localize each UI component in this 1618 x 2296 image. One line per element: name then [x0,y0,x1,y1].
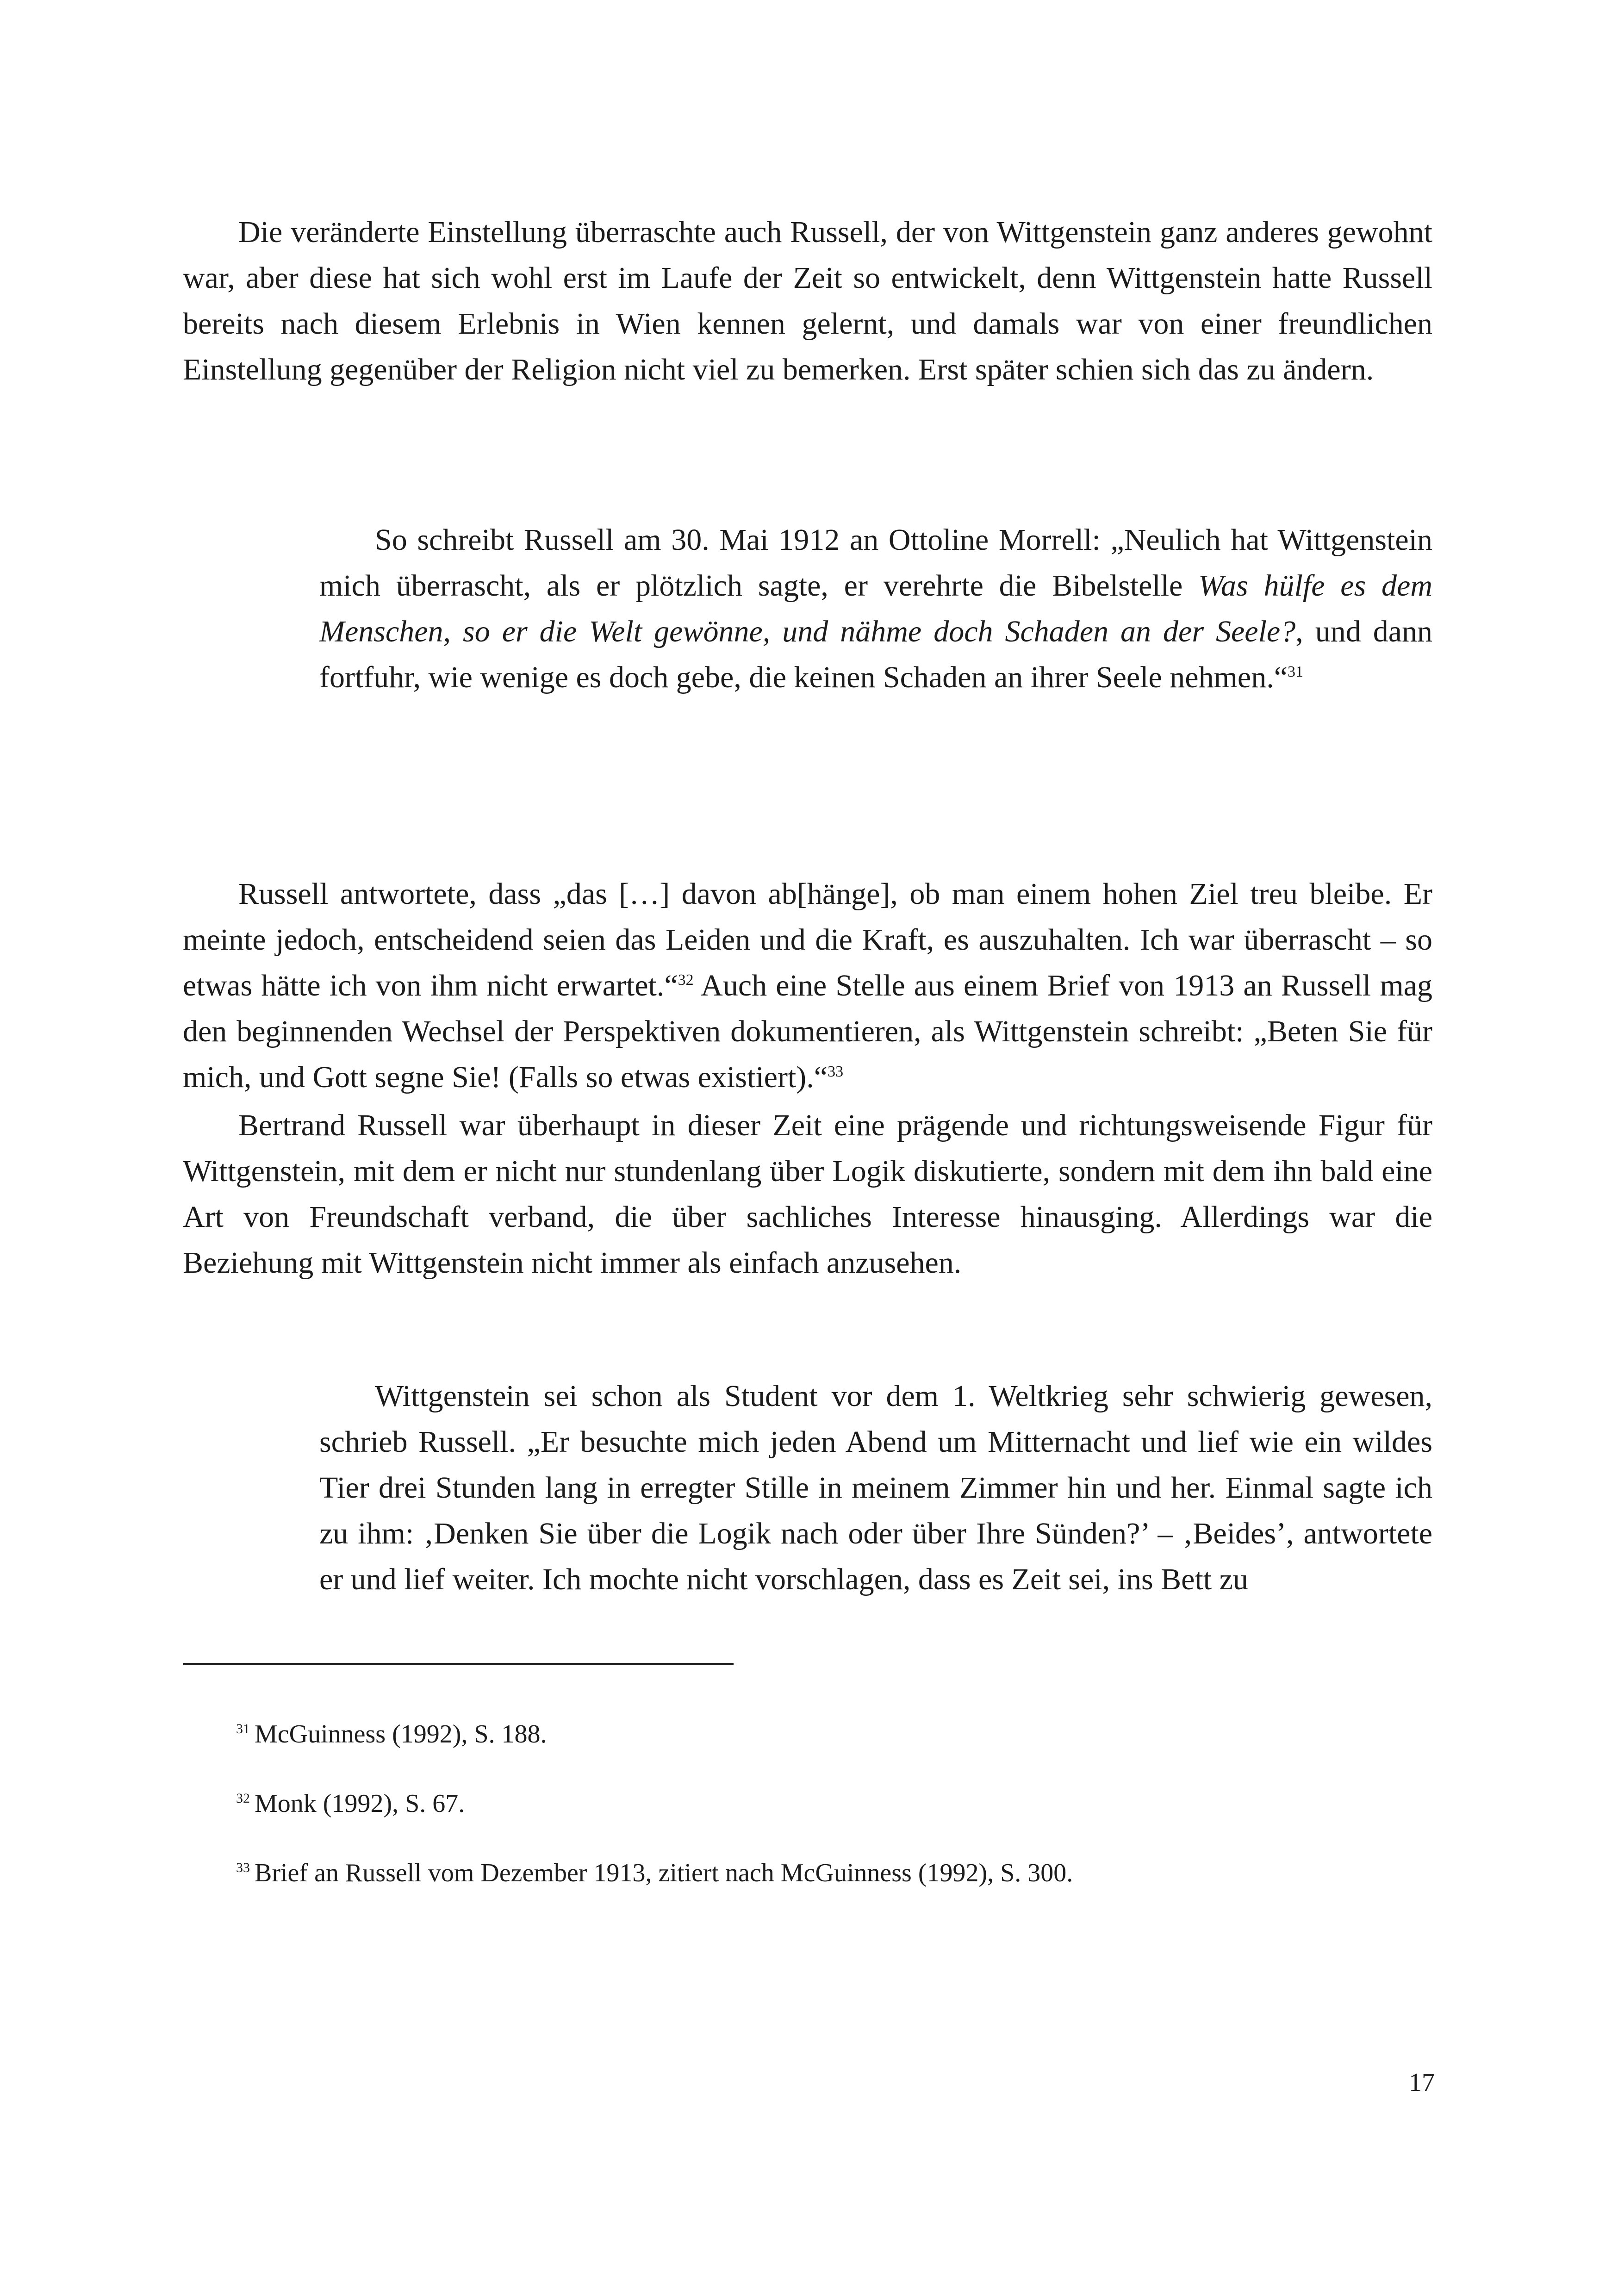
quote-bible-verse: Was hülfe es dem Menschen, so er die Welt gewönne, und nähme doch Schaden an der Seele? [319,569,1432,648]
footnote-31 [236,1718,1393,1750]
paragraph-text: Russell antwortete, dass „das […] davon ab[hänge], ob man einem hohen Ziel treu bleibe. Er meinte jedoch, entscheidend seien das Leiden und die Kraft, es auszuhalten. Ich war überrascht – so etwas hätte ich von ihm nicht erwartet.“ [183,877,1432,1002]
footnote-ref-31[interactable]: 31 [1288,663,1304,680]
quote-text-end: , und dann fortfuhr, wie wenige es doch gebe, die keinen Schaden an ihrer Seele nehmen.“ [319,615,1433,694]
footnote-33 [236,1857,1393,1889]
body-paragraph-2 [183,871,1432,1100]
body-paragraph-3 [183,1102,1432,1286]
paragraph-text: Bertrand Russell war überhaupt in dieser Zeit eine prägende und richtungsweisende Figur für Wittgenstein, mit dem er nicht nur stundenlang über Logik diskutierte, sondern mit dem ihn bald eine Art von Freundschaft verband, die über sachliches Interesse hinausging. Allerdings war die Beziehung mit Wittgenstein nicht immer als einfach anzusehen. [183,1108,1432,1280]
block-quote-2 [319,1373,1432,1602]
footnote-32 [236,1787,1393,1820]
footnote-text: Monk (1992), S. 67. [255,1789,465,1818]
paragraph-text: Die veränderte Einstellung überraschte auch Russell, der von Wittgenstein ganz anderes gewohnt war, aber diese hat sich wohl erst im Laufe der Zeit so entwickelt, denn Wittgenstein hatte Russell bereits nach diesem Erlebnis in Wien kennen gelernt, und damals war von einer freundlichen Einstellung gegenüber der Religion nicht viel zu bemerken. Erst später schien sich das zu ändern. [183,215,1432,386]
footnote-ref-33[interactable]: 33 [828,1063,844,1080]
footnote-number: 31 [236,1721,250,1737]
block-quote-1 [319,517,1432,700]
body-paragraph-1 [183,209,1432,392]
page-number: 17 [1409,2068,1435,2097]
footnote-text: Brief an Russell vom Dezember 1913, zitiert nach McGuinness (1992), S. 300. [255,1859,1073,1887]
footnote-text: McGuinness (1992), S. 188. [255,1720,547,1748]
quote-text: Wittgenstein sei schon als Student vor dem 1. Weltkrieg sehr schwierig gewesen, schrieb Russell. „Er besuchte mich jeden Abend um Mitternacht und lief wie ein wildes Tier drei Stunden lang in erregter Stille in meinem Zimmer hin und her. Einmal sagte ich zu ihm: ‚Denken Sie über die Logik nach oder über Ihre Sünden?’ – ‚Beides’, antwortete er und lief weiter. Ich mochte nicht vorschlagen, dass es Zeit sei, ins Bett zu [319,1379,1432,1596]
footnote-number: 32 [236,1791,250,1806]
footnote-divider [183,1663,734,1665]
paragraph-text-cont: Auch eine Stelle aus einem Brief von 1913 an Russell mag den beginnenden Wechsel der Perspektiven dokumentieren, als Wittgenstein schreibt: „Beten Sie für mich, und Gott segne Sie! (Falls so etwas existiert).“ [183,969,1432,1094]
quote-text: So schreibt Russell am 30. Mai 1912 an Ottoline Morrell: „Neulich hat Wittgenstein mich überrascht, als er plötzlich sagte, er verehrte die Bibelstelle [319,523,1432,603]
footnote-number: 33 [236,1860,250,1876]
footnote-ref-32[interactable]: 32 [678,971,694,989]
